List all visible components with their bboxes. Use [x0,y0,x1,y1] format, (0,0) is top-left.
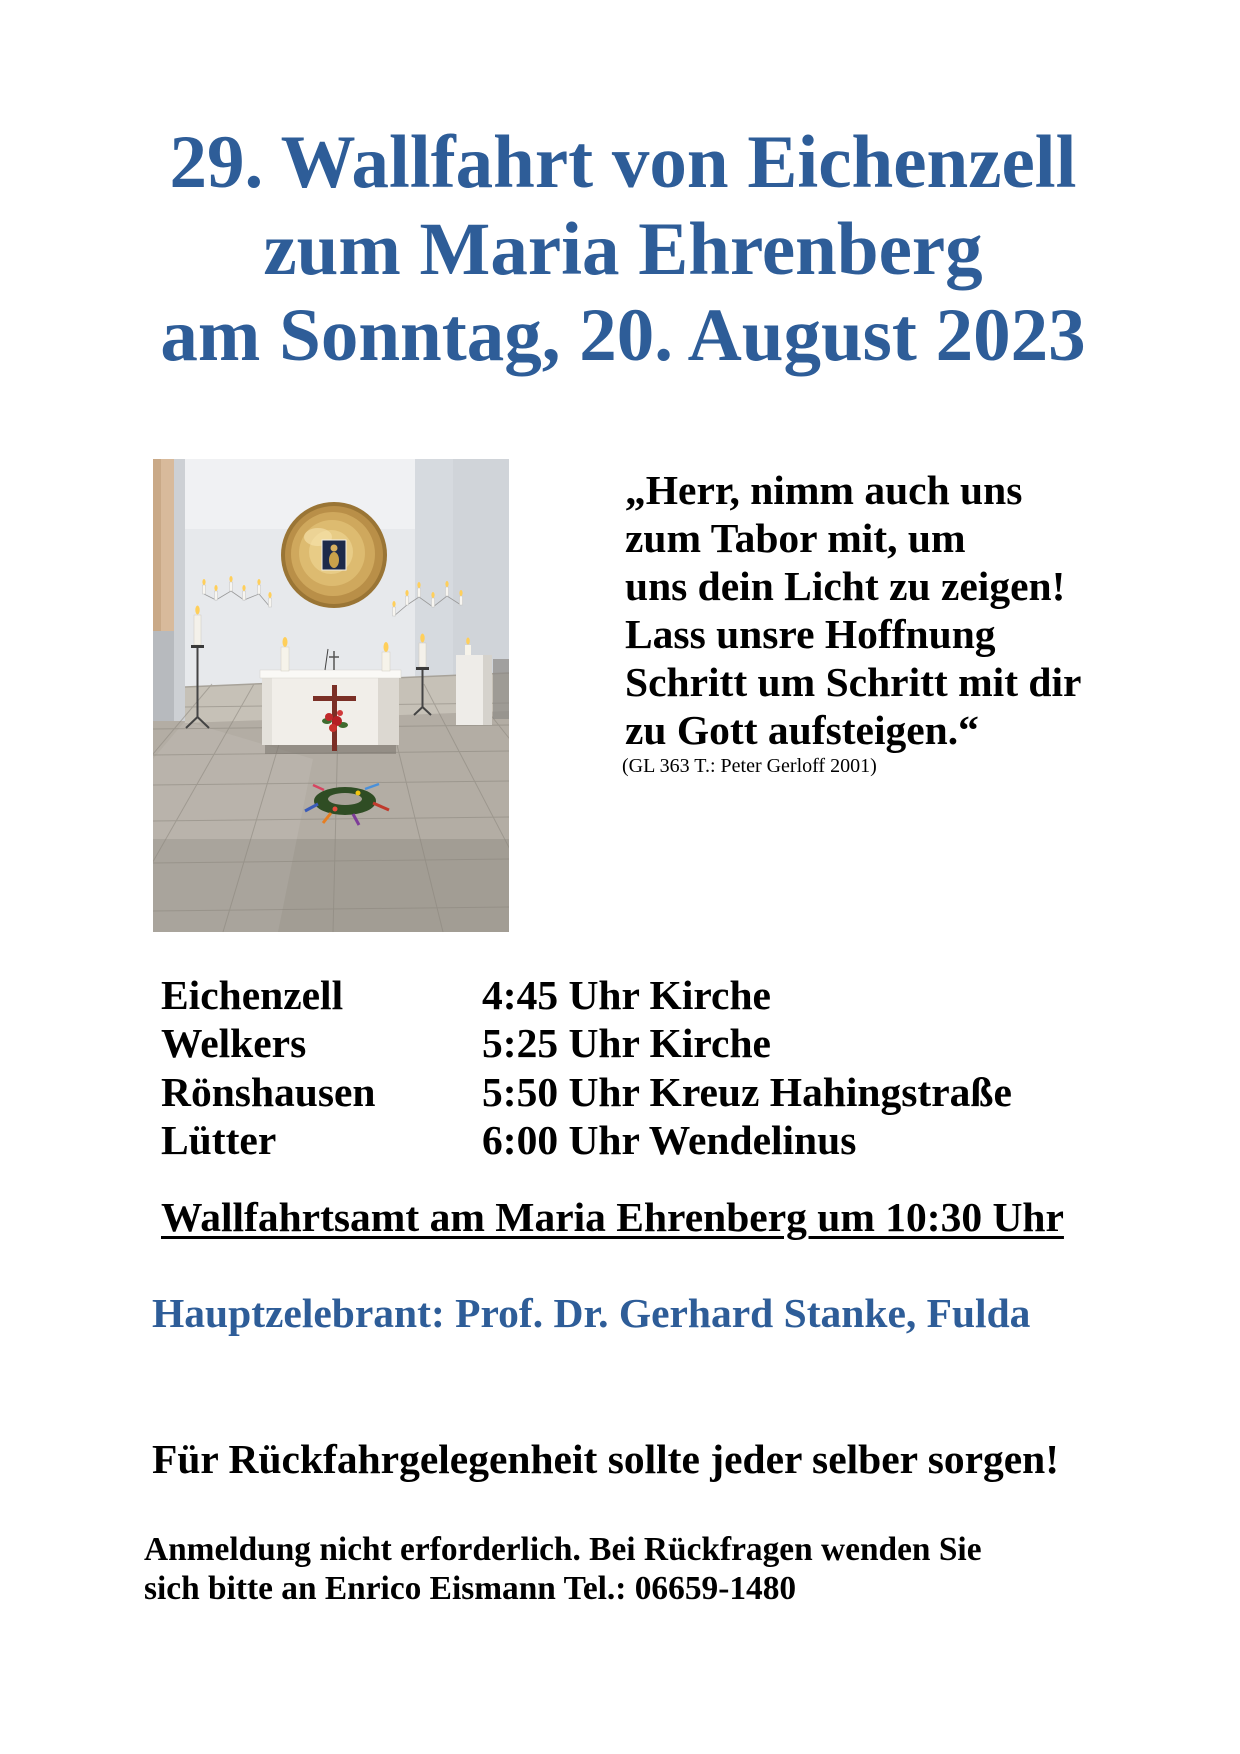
golden-disc [281,502,387,608]
schedule-time: 6:00 Uhr Wendelinus [482,1116,857,1163]
contact-line: sich bitte an Enrico Eismann Tel.: 06659-1480 [144,1570,797,1607]
hymn-quote [625,467,1081,754]
altar-photo-drawing [153,459,509,932]
title-line: 29. Wallfahrt von Eichenzell [169,121,1077,204]
schedule-row [161,1068,1012,1116]
altar-photo [153,459,509,932]
schedule-place: Lütter [161,1116,277,1163]
quote-line: uns dein Licht zu zeigen! [625,562,1066,609]
quote-citation: (GL 363 T.: Peter Gerloff 2001) [622,755,877,777]
quote-line: „Herr, nimm auch uns [625,467,1023,513]
contact-line: Anmeldung nicht erforderlich. Bei Rückfragen wenden Sie [144,1531,982,1568]
schedule-place: Eichenzell [161,972,344,1018]
schedule-time: 4:45 Uhr Kirche [482,972,771,1018]
page-title [0,120,1240,380]
left-pillar [153,459,185,721]
departure-schedule [161,971,1012,1164]
quote-line: Schritt um Schritt mit dir [625,658,1082,705]
quote-line: Lass unsre Hoffnung [625,610,996,657]
mass-announcement: Wallfahrtsamt am Maria Ehrenberg um 10:30 Uhr [161,1194,1064,1240]
quote-line: zu Gott aufsteigen.“ [625,706,979,753]
schedule-row [161,1116,1012,1164]
schedule-time: 5:25 Uhr Kirche [482,1020,771,1067]
celebrant-line: Hauptzelebrant: Prof. Dr. Gerhard Stanke, Fulda [152,1290,1031,1336]
contact-info [144,1530,982,1608]
schedule-place: Welkers [161,1020,307,1067]
schedule-row [161,1019,1012,1067]
title-line: zum Maria Ehrenberg [263,207,983,291]
title-line: am Sonntag, 20. August 2023 [160,294,1086,377]
schedule-row [161,971,1012,1019]
return-trip-note: Für Rückfahrgelegenheit sollte jeder selber sorgen! [152,1436,1060,1482]
schedule-time: 5:50 Uhr Kreuz Hahingstraße [482,1068,1012,1115]
schedule-place: Rönshausen [161,1068,376,1115]
quote-line: zum Tabor mit, um [625,514,966,561]
